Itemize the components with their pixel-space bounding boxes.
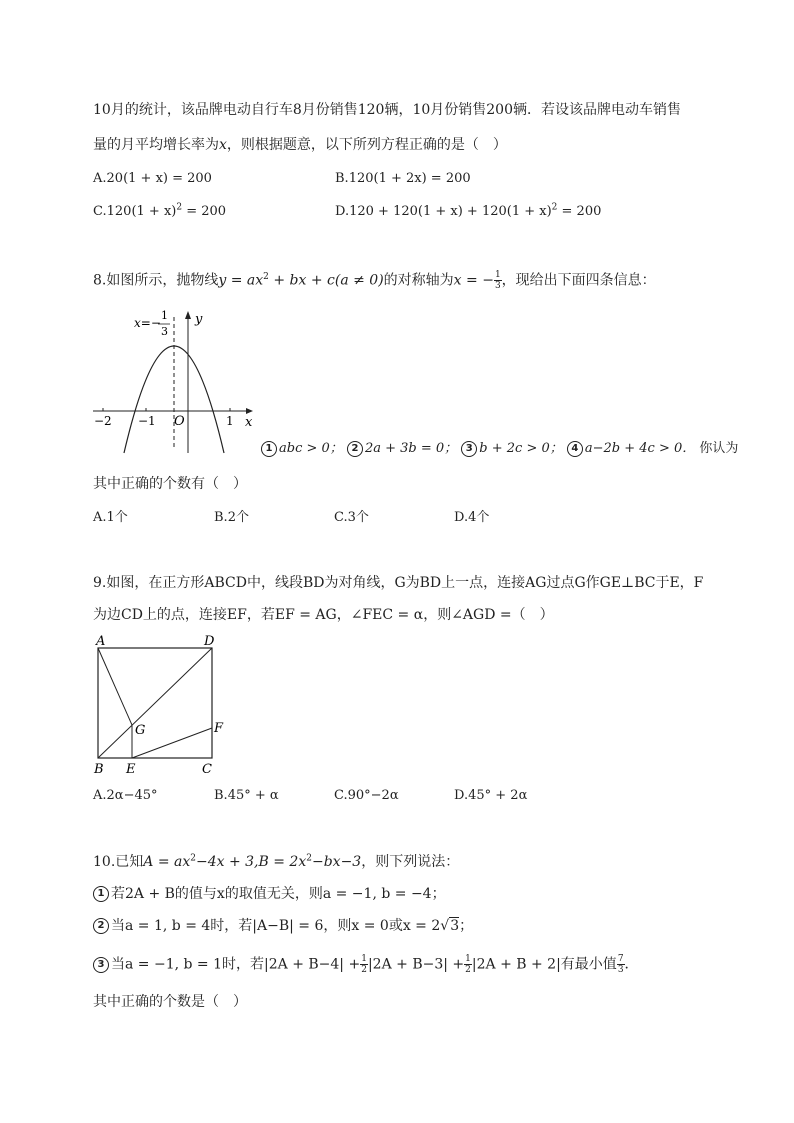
q7-option-b: B.120(1 + 2x) = 200 [335,171,471,186]
q9-line-2: 为边CD上的点，连接EF，若EF = AG，∠FEC = α，则∠AGD =（ ） [93,607,554,623]
q8-tick-neg2: −2 [94,414,112,428]
q8-option-b: B.2个 [214,510,249,525]
circle-4-icon: 4 [567,441,583,457]
circle-1-icon: 1 [261,441,277,457]
q8-option-c: C.3个 [334,510,369,525]
q9-label-a: A [96,634,106,649]
q7-line-2-text: 量的月平均增长率为 [93,137,219,153]
q8-axis-label-num: 1 [161,309,168,322]
q8-label-x: x [245,415,253,430]
q9-label-c: C [202,762,212,777]
circle-3-icon: 3 [93,957,109,973]
q10-statement-2: 2 当a = 1, b = 4时，若|A−B| = 6，则x = 0或x = 2√3； [93,916,473,936]
q7-line-2 [93,135,507,155]
q8-parabola-eq: y = ax [218,272,264,289]
circle-2-icon: 2 [93,918,109,934]
q8-axis-label-den: 3 [161,325,168,338]
q8-statements: 1 abc > 0； 2 2a + 3b = 0； 3 b + 2c > 0； 4 a−2b + 4c > 0． 你认为 [261,439,738,459]
q9-option-b: B.45° + α [214,788,279,803]
q9-label-f: F [214,721,224,736]
q7-option-a: A.20(1 + x) = 200 [93,171,212,186]
q7-var-x: x [219,137,227,153]
q8-axis-fraction: $\frac{1}{3}$ [494,270,501,291]
q10-statement-3: 3 当a = −1, b = 1时，若|2A + B−4| + $\frac{1}{2}$ |2A + B−3| + $\frac{1}{2}$ |2A + B + 2|有最小值 $\frac{7}{3}$ ． [93,954,639,975]
q9-label-d: D [204,634,215,649]
q10-line-1: 10.已知$A = ax^2-4x + 3,B = 2x^2-bx-3$，则下列说法： [93,853,460,870]
q8-option-d: D.4个 [454,510,490,525]
q10-statement-1: 1 若2A + B的值与x的取值无关，则a = −1, b = −4； [93,884,446,904]
q8-option-a: A.1个 [93,510,128,525]
circle-1-icon: 1 [93,886,109,902]
q9-diagonal-bd [98,648,212,758]
q9-segment-ag [98,648,132,725]
q8-parabola-graph [88,305,263,455]
q8-y-arrow-icon [185,311,191,319]
q8-line-1: 8.如图所示，抛物线$y = ax^2$ + bx + c(a ≠ 0)的对称轴为x = − $\frac{1}{3}$ ，现给出下面四条信息： [93,270,656,291]
q8-label-y: y [195,312,203,327]
q7-option-d: $D.120 + 120(1 + x) + 120(1 + x)^2 = 200$ [335,202,602,219]
q9-label-b: B [94,762,104,777]
q8-label-origin: O [174,414,185,429]
q8-tick-neg1: −1 [138,414,156,428]
circle-3-icon: 3 [461,441,477,457]
q10-last-line: 其中正确的个数是（ ） [93,994,247,1010]
q9-line-1: 9.如图，在正方形ABCD中，线段BD为对角线，G为BD上一点，连接AG过点G作GE⊥BC于E，F [93,575,704,591]
q8-axis-label: x=− [134,316,161,330]
q7-line-2-tail: ，则根据题意，以下所列方程正确的是（ ） [226,137,507,153]
q7-option-c: $C.120(1 + x)^2 = 200$ [93,202,227,219]
q7-line-1: 10月的统计，该品牌电动自行车8月份销售120辆，10月份销售200辆．若设该品牌电动车销售 [93,102,681,118]
q8-x-arrow-icon [246,408,253,414]
q9-option-d: D.45° + 2α [454,788,528,803]
q8-line-3: 其中正确的个数有（ ） [93,476,247,492]
q8-tick-1: 1 [226,414,234,428]
q9-option-c: C.90°−2α [334,788,399,803]
circle-2-icon: 2 [347,441,363,457]
q9-square-figure [88,630,228,778]
q9-label-e: E [126,762,136,777]
q9-label-g: G [135,723,146,738]
q9-option-a: A.2α−45° [93,788,158,803]
